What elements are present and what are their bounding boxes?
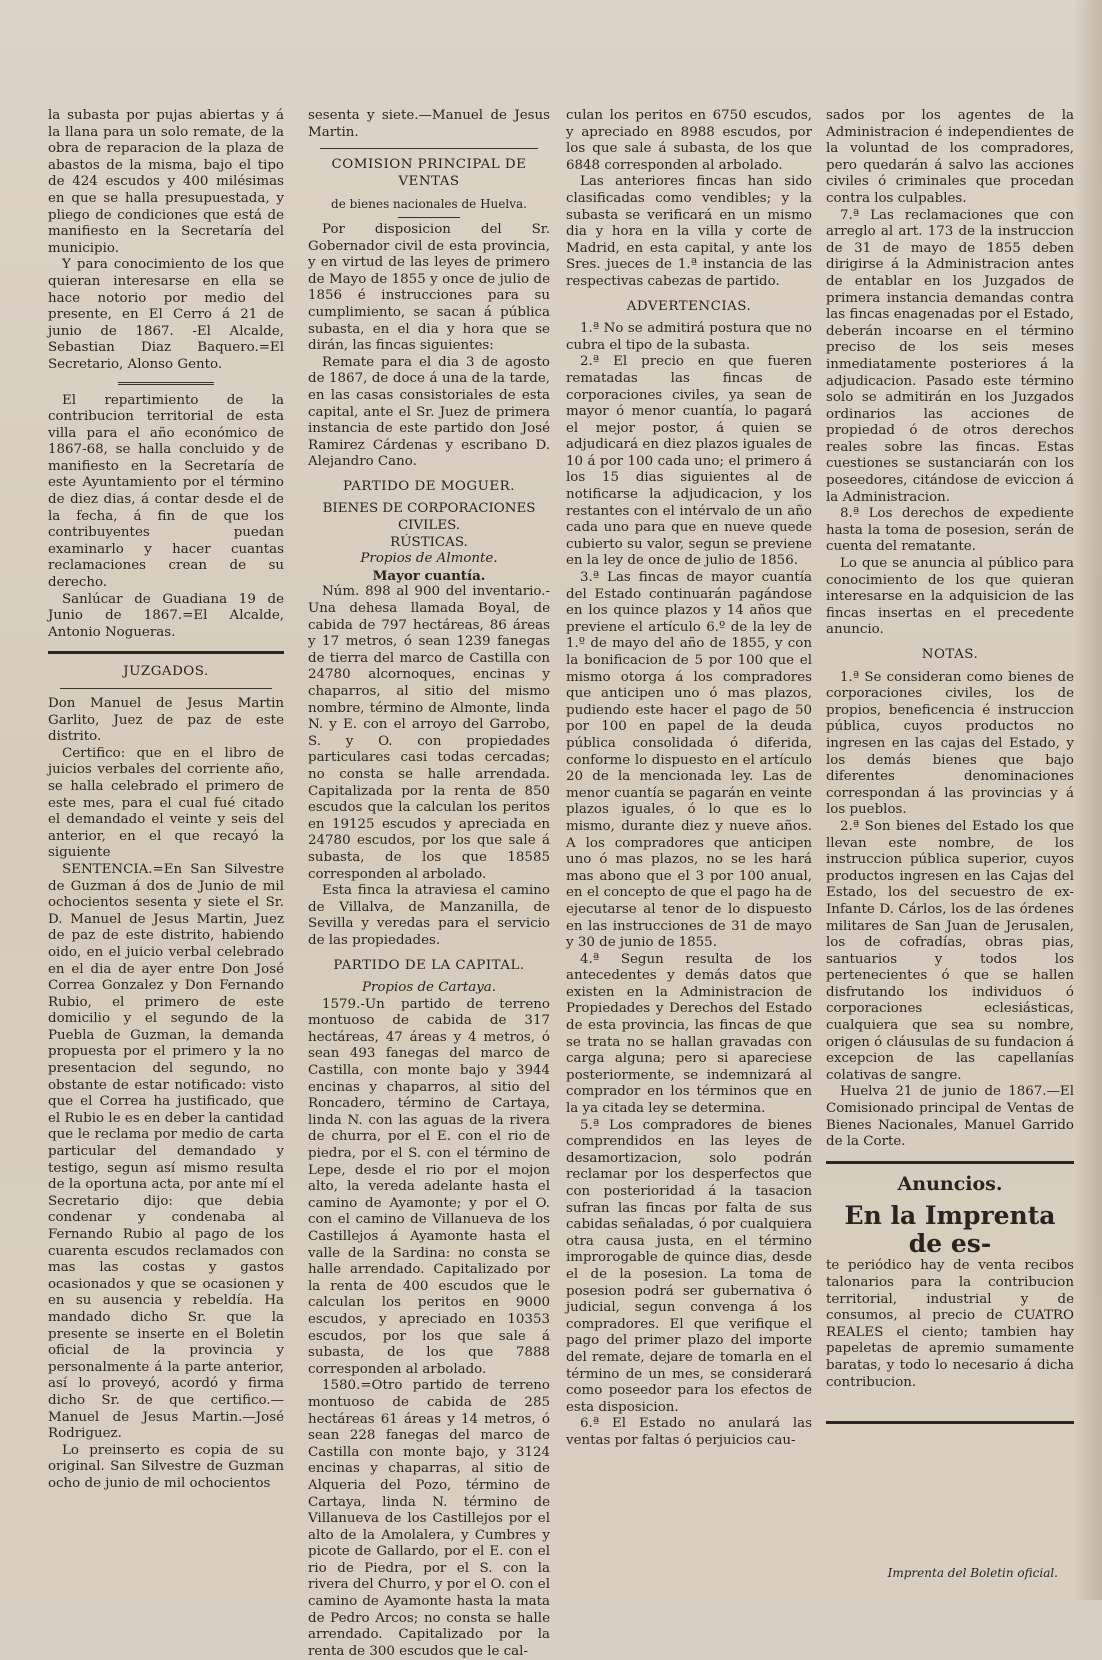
paragraph: culan los peritos en 6750 escudos, y apreciado en 8988 escudos, por los que sale á subasta, de los que 6848 corresponden al arbolado. xyxy=(566,108,812,173)
section-title-juzgados: JUZGADOS. xyxy=(123,664,209,680)
page-edge-shadow xyxy=(1074,0,1102,1600)
paragraph: Esta finca la atraviesa el camino de Villalva, de Manzanilla, de Sevilla y veredas para el servicio de las propiedades. xyxy=(308,883,550,948)
column-2 xyxy=(308,108,550,1659)
paragraph: 2.ª El precio en que fueren rematadas las fincas de corporaciones civiles, ya sean de mayor ó menor cuantía, lo pagará el mejor postor, á quien se adjudicará en diez plazos iguales de 10 á por 100 cada uno; el primero á los 15 dias siguientes al de notificarse la adjudicacion, y los restantes con el intérvalo de un año cada uno para que en nueve quede cubierto su valor, segun se previene en la ley de once de julio de 1856. xyxy=(566,354,812,569)
paragraph: 5.ª Los compradores de bienes comprendidos en las leyes de desamortizacion, solo podrán reclamar por los desperfectos que con posterioridad á la tasacion sufran las fincas por falta de sus cabidas señaladas, ó por cualquiera otra causa justa, en el término improrogable de quince dias, desde el de la posesion. La toma de posesion podrá ser gubernativa ó judicial, segun convenga á los compradores. El que verifique el pago del primer plazo del importe del remate, dejare de tomarla en el término de un mes, se considerará como poseedor para los efectos de esta disposicion. xyxy=(566,1117,812,1415)
paragraph: 1580.=Otro partido de terreno montuoso de cabida de 285 hectáreas 61 áreas y 14 metros, ó sean 228 fanegas del marco de Castilla con monte bajo, y 3124 encinas y chaparras, al sitio de Alqueria del Pozo, término de Cartaya, linda N. término de Villanueva de los Castillejos por el alto de la Amolalera, y Cumbres y picote de Gallardo, por el E. con el rio de Piedra, por el S. con la rivera del Churro, y por el O. con el camino de Ayamonte hasta la mata de Pedro Arcos; no consta se halle arrendado. Capitalizado por la renta de 300 escudos que le cal- xyxy=(308,1378,550,1659)
paragraph: 3.ª Las fincas de mayor cuantía del Estado continuarán pagándose en los quince plazos y 14 años que previene el artículo 6.º de la ley de 1.º de mayo del año de 1855, y con la bonificacion de 5 por 100 que el mismo otorga á los compradores que anticipen uno ó mas plazos, pudiendo este hacer el pago de 50 por 100 en papel de la deuda pública consolidada ó diferida, conforme lo dispuesto en el artículo 20 de la mencionada ley. Las de menor cuantía se pagarán en veinte plazos iguales, ó lo que es lo mismo, durante diez y nueve años. A los compradores que anticipen uno ó mas plazos, no se les hará mas abono que el 3 por 100 anual, en el concepto de que el pago ha de ejecutarse al tenor de lo dispuesto en las instrucciones de 31 de mayo y 30 de junio de 1855. xyxy=(566,570,812,951)
heading-partido-moguer: PARTIDO DE MOGUER. xyxy=(342,478,516,494)
heading-partido-capital: PARTIDO DE LA CAPITAL. xyxy=(333,957,525,973)
divider xyxy=(826,1421,1074,1424)
paragraph: Sanlúcar de Guadiana 19 de Junio de 1867.=El Alcalde, Antonio Nogueras. xyxy=(48,591,284,640)
divider xyxy=(60,688,272,689)
heading-propios-almonte: Propios de Almonte. xyxy=(360,551,498,567)
heading-mayor-cuantia: Mayor cuantía. xyxy=(372,567,486,584)
section-title-comision: COMISION PRINCIPAL DE VENTAS xyxy=(331,157,527,189)
divider xyxy=(320,148,538,149)
printer-footer: Imprenta del Boletin oficial. xyxy=(887,1566,1058,1580)
heading-rusticas: RÚSTICAS. xyxy=(390,534,468,550)
column-4 xyxy=(826,108,1074,1588)
paragraph: Don Manuel de Jesus Martin Garlito, Juez de paz de este distrito. xyxy=(48,696,284,745)
paragraph: 4.ª Segun resulta de los antecedentes y demás datos que existen en la Administracion de Propiedades y Derechos del Estado de esta provincia, las fincas de que se trata no se hallan gravadas con carga alguna; pero si apareciese posteriormente, se indemnizará al comprador en los términos que en la ya citada ley se determina. xyxy=(566,951,812,1117)
paragraph: Certifico: que en el libro de juicios verbales del corriente año, se halla celebrado el primero de este mes, para el cual fué citado el demandado el veinte y seis del anterior, en el que recayó la siguiente xyxy=(48,745,284,861)
paragraph: Remate para el dia 3 de agosto de 1867, de doce á una de la tarde, en las casas consistoriales de esta capital, ante el Sr. Juez de primera instancia de este partido don José Ramirez Cárdenas y escribano D. Alejandro Cano. xyxy=(308,354,550,470)
heading-anuncios: Anuncios. xyxy=(897,1172,1003,1195)
paragraph: 7.ª Las reclamaciones que con arreglo al art. 173 de la instruccion de 31 de mayo de 1855 deben dirigirse á la Administracion antes de entablar en los Juzgados de primera instancia demandas contra las fincas enagenadas por el Estado, deberán incoarse en el término preciso de los seis meses inmediatamente posteriores á la adjudicacion. Pasado este término solo se admitirán en los Juzgados ordinarios las acciones de propiedad ó de otros derechos reales sobre las fincas. Estas cuestiones se sustanciarán con los poseedores, citándose de eviccion á la Administracion. xyxy=(826,207,1074,505)
heading-advertencias: ADVERTENCIAS. xyxy=(626,298,752,314)
paragraph: Núm. 898 al 900 del inventario.-Una dehesa llamada Boyal, de cabida de 797 hectáreas, 86 áreas y 17 metros, ó sean 1239 fanegas de tierra del marco de Castilla con 24780 alcornoques, encinas y chaparros, al sitio del mismo nombre, término de Almonte, linda N. y E. con el arroyo del Garrobo, S. y O. con propiedades particulares casi todas cercadas; no consta se halle arrendada. Capitalizada por la renta de 850 escudos que la calculan los peritos en 19125 escudos y apreciada en 24780 escudos, por los que sale á subasta, de los que 18585 corresponden al arbolado. xyxy=(308,584,550,882)
divider xyxy=(826,1161,1074,1164)
paragraph: la subasta por pujas abiertas y á la llana para un solo remate, de la obra de reparacion de la plaza de abastos de la misma, bajo el tipo de 424 escudos y 400 milésimas en que se halla presupuestada, y pliego de condiciones que está de manifiesto en la Secretaría del municipio. xyxy=(48,108,284,256)
ad-headline: En la Imprenta de es- xyxy=(844,1201,1056,1259)
paragraph: El repartimiento de la contribucion territorial de esta villa para el año económico de 1867-68, se halla concluido y de manifiesto en la Secretaría de este Ayuntamiento por el término de diez dias, á contar desde el de la fecha, á fin de que los contribuyentes puedan examinarlo y hacer cuantas reclamaciones crean de su derecho. xyxy=(48,392,284,591)
paragraph: Por disposicion del Sr. Gobernador civil de esta provincia, y en virtud de las leyes de primero de Mayo de 1855 y once de julio de 1856 é instrucciones para su cumplimiento, se sacan á pública subasta, en el dia y hora que se dirán, las fincas siguientes: xyxy=(308,221,550,354)
paragraph: Las anteriores fincas han sido clasificadas como vendibles; y la subasta se verificará en un mismo dia y hora en la villa y corte de Madrid, en esta capital, y ante los Sres. jueces de 1.ª instancia de las respectivas cabezas de partido. xyxy=(566,174,812,289)
paragraph: 1.ª Se consideran como bienes de corporaciones civiles, los de propios, beneficencia é instruccion pública, cuyos productos no ingresen en las cajas del Estado, y los demás bienes que bajo diferentes denominaciones correspondan á las provincias y á los pueblos. xyxy=(826,669,1074,818)
paragraph: 1579.-Un partido de terreno montuoso de cabida de 317 hectáreas, 47 áreas y 4 metros, ó sean 493 fanegas del marco de Castilla, con monte bajo y 3944 encinas y chaparros, al sitio del Roncadero, término de Cartaya, linda N. con las aguas de la rivera de churra, por el E. con el rio de piedra, por el S. con el término de Lepe, desde el rio por el mojon alto, la vereda adelante hasta el camino de Ayamonte; y por el O. con el camino de Villanueva de los Castillejos á Ayamonte hasta el valle de la Sardina: no consta se halle arrendado. Capitalizado por la renta de 400 escudos que le calculan los peritos en 9000 escudos, y apreciado en 10353 escudos, por los que sale á subasta, de los que 7888 corresponden al arbolado. xyxy=(308,996,550,1377)
paragraph: 6.ª El Estado no anulará las ventas por faltas ó perjuicios cau- xyxy=(566,1416,812,1448)
paragraph: Lo preinserto es copia de su original. San Silvestre de Guzman ocho de junio de mil ochocientos xyxy=(48,1442,284,1491)
column-1 xyxy=(48,108,284,1588)
heading-propios-cartaya: Propios de Cartaya. xyxy=(361,980,497,996)
paragraph: Huelva 21 de junio de 1867.—El Comisionado principal de Ventas de Bienes Nacionales, Manuel Garrido de la Corte. xyxy=(826,1084,1074,1150)
paragraph: 1.ª No se admitirá postura que no cubra el tipo de la subasta. xyxy=(566,321,812,353)
column-3 xyxy=(566,108,812,1588)
paragraph: sados por los agentes de la Administracion é independientes de la voluntad de los compradores, pero quedarán á salvo las acciones civiles ó criminales que procedan contra los culpables. xyxy=(826,108,1074,206)
paragraph: 8.ª Los derechos de expediente hasta la toma de posesion, serán de cuenta del rematante. xyxy=(826,506,1074,555)
paragraph: Y para conocimiento de los que quieran interesarse en ella se hace notorio por medio del presente, en El Cerro á 21 de junio de 1867. -El Alcalde, Sebastian Diaz Baquero.=El Secretario, Alonso Gento. xyxy=(48,257,284,372)
divider xyxy=(398,217,460,218)
paragraph: 2.ª Son bienes del Estado los que llevan este nombre, de los instruccion pública superior, cuyos productos ingresen en las Cajas del Estado, los del secuestro de ex-Infante D. Cárlos, los de las órdenes militares de San Juan de Jerusalen, los de cofradías, obras pias, santuarios y todos los pertenecientes ó que se hallen disfrutando los individuos ó corporaciones eclesiásticas, cualquiera que sea su nombre, origen ó cláusulas de su fundacion á excepcion de las capellanías colativas de sangre. xyxy=(826,818,1074,1083)
section-subtitle: de bienes nacionales de Huelva. xyxy=(331,197,527,212)
paragraph: SENTENCIA.=En San Silvestre de Guzman á dos de Junio de mil ochocientos sesenta y siete el Sr. D. Manuel de Jesus Martin, Juez de paz de este distrito, habiendo oido, en el juicio verbal celebrado en el dia de ayer entre Don José Correa Gonzalez y Don Fernando Rubio, el primero de este domicilio y el segundo de la Puebla de Guzman, la demanda propuesta por el primero y la no presentacion del segundo, no obstante de estar notificado: visto que el Correa ha justificado, que el Rubio le es en deber la cantidad que le reclama por medio de carta particular del demandado y testigo, segun así mismo resulta de la oportuna acta, por ante mí el Secretario dijo: que debia condenar y condenaba al Fernando Rubio al pago de los cuarenta escudos reclamados con mas las costas y gastos ocasionados y que se ocasionen y en su ausencia y rebeldía. Ha mandado dicho Sr. que la presente se inserte en el Boletin oficial de la provincia y personalmente á la parte anterior, así lo proveyó, acordó y firma dicho Sr. de que certifico.—Manuel de Jesus Martin.—José Rodriguez. xyxy=(48,861,284,1442)
heading-notas: NOTAS. xyxy=(921,647,979,662)
ad-text: te periódico hay de venta recibos talonarios para la contribucion territorial, industrial y de consumos, al precio de CUATRO REALES el ciento; tambien hay papeletas de apremio sumamente baratas, y todo lo necesario á dicha contribucion. xyxy=(826,1258,1074,1390)
paragraph: Lo que se anuncia al público para conocimiento de los que quieran interesarse en la adquisicion de las fincas insertas en el precedente anuncio. xyxy=(826,556,1074,638)
paragraph: sesenta y siete.—Manuel de Jesus Martin. xyxy=(308,108,550,140)
heading-bienes: BIENES DE CORPORACIONES CIVILES. xyxy=(322,501,536,534)
divider xyxy=(48,651,284,654)
divider xyxy=(118,382,214,385)
